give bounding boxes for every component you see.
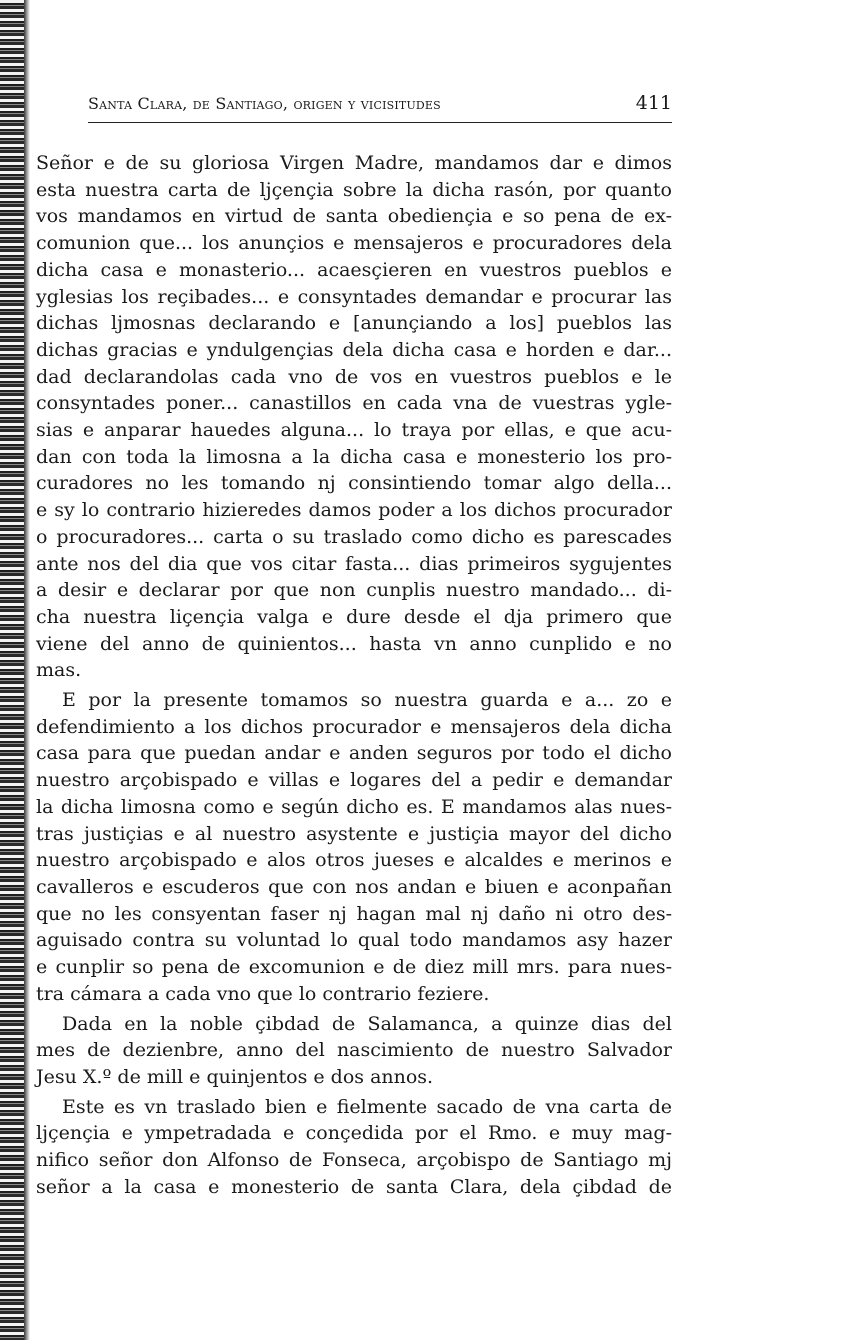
text-line: cavalleros e escuderos que con nos andan e biuen e aconpañan [36, 875, 672, 898]
paragraph-license-grant [36, 150, 672, 684]
text-line: a desir e declarar por que non cunplis nuestro mandado... di- [36, 579, 672, 602]
text-line: dad declarandolas cada vno de vos en vuestros pueblos e le [36, 365, 672, 388]
text-line: dichas ljmosnas declarando e [anunçiando a los] pueblos las [36, 312, 672, 335]
text-line: Señor e de su gloriosa Virgen Madre, mandamos dar e dimos [36, 152, 672, 174]
text-line: nuestro arçobispado e alos otros jueses e alcaldes e merinos e [36, 849, 672, 872]
text-line: Este es vn traslado bien e fielmente sacado de vna carta de [62, 1095, 672, 1118]
running-header [88, 92, 672, 123]
text-line: dicha casa e monasterio... acaesçieren en vuestros pueblos e [36, 258, 672, 281]
text-line: cha nuestra liçençia valga e dure desde el dja primero que [36, 605, 672, 628]
text-line: casa para que puedan andar e anden seguros por todo el dicho [36, 742, 672, 765]
text-line: curadores no les tomando nj consintiendo tomar algo della... [36, 472, 672, 495]
text-line: tra cámara a cada vno que lo contrario feziere. [36, 982, 490, 1005]
text-line: Jesu X.º de mill e quinjentos e dos annos. [36, 1065, 434, 1088]
text-line: esta nuestra carta de ljçençia sobre la dicha rasón, por quanto [36, 178, 672, 201]
text-line: e cunplir so pena de excomunion e de diez mill mrs. para nues- [36, 956, 672, 979]
paragraph-dating-clause [36, 1011, 672, 1091]
paragraph-protection [36, 687, 672, 1007]
body-text [36, 150, 672, 1200]
text-line: e sy lo contrario hizieredes damos poder a los dichos procurador [36, 499, 672, 522]
text-line: dichas gracias e yndulgençias dela dicha casa e horden e dar... [36, 338, 672, 361]
text-line: sias e anparar hauedes alguna... lo traya por ellas, e que acu- [36, 419, 672, 442]
text-line: consyntades poner... canastillos en cada vna de vuestras ygle- [36, 392, 672, 415]
text-line: viene del anno de quinientos... hasta vn anno cunplido e no [36, 632, 672, 655]
text-line: que no les consyentan faser nj hagan mal nj daño ni otro des- [36, 902, 672, 925]
text-line: ljçençia e ympetradada e conçedida por el Rmo. e muy mag- [36, 1122, 672, 1145]
paragraph-certification [36, 1094, 672, 1201]
text-line: o procuradores... carta o su traslado como dicho es parescades [36, 525, 672, 548]
text-line: señor a la casa e monesterio de santa Clara, dela çibdad de [36, 1175, 672, 1198]
scanned-binding-edge [0, 0, 30, 1340]
text-line: yglesias los reçibades... e consyntades demandar e procurar las [36, 285, 672, 308]
running-title: Santa Clara, de Santiago, origen y vicisitudes [88, 94, 441, 113]
text-line: defendimiento a los dichos procurador e mensajeros dela dicha [36, 715, 672, 738]
page-number: 411 [635, 92, 672, 114]
text-line: mas. [36, 659, 82, 682]
text-line: E por la presente tomamos so nuestra guarda e a... zo e [62, 689, 672, 712]
text-line: tras justiçias e al nuestro asystente e justiçia mayor del dicho [36, 822, 672, 845]
text-line: vos mandamos en virtud de santa obediençia e so pena de ex- [36, 205, 672, 228]
text-line: nuestro arçobispado e villas e logares del a pedir e demandar [36, 769, 672, 792]
text-line: dan con toda la limosna a la dicha casa e monesterio los pro- [36, 445, 672, 468]
text-line: nifico señor don Alfonso de Fonseca, arçobispo de Santiago mj [36, 1149, 672, 1172]
text-line: comunion que... los anunçios e mensajeros e procuradores dela [36, 232, 672, 255]
text-line: ante nos del dia que vos citar fasta... dias primeiros sygujentes [36, 552, 672, 575]
text-line: la dicha limosna como e según dicho es. E mandamos alas nues- [36, 795, 672, 818]
text-line: Dada en la noble çibdad de Salamanca, a quinze dias del [62, 1012, 672, 1035]
text-line: mes de dezienbre, anno del nascimiento de nuestro Salvador [36, 1039, 672, 1062]
text-line: aguisado contra su voluntad lo qual todo mandamos asy hazer [36, 929, 672, 952]
